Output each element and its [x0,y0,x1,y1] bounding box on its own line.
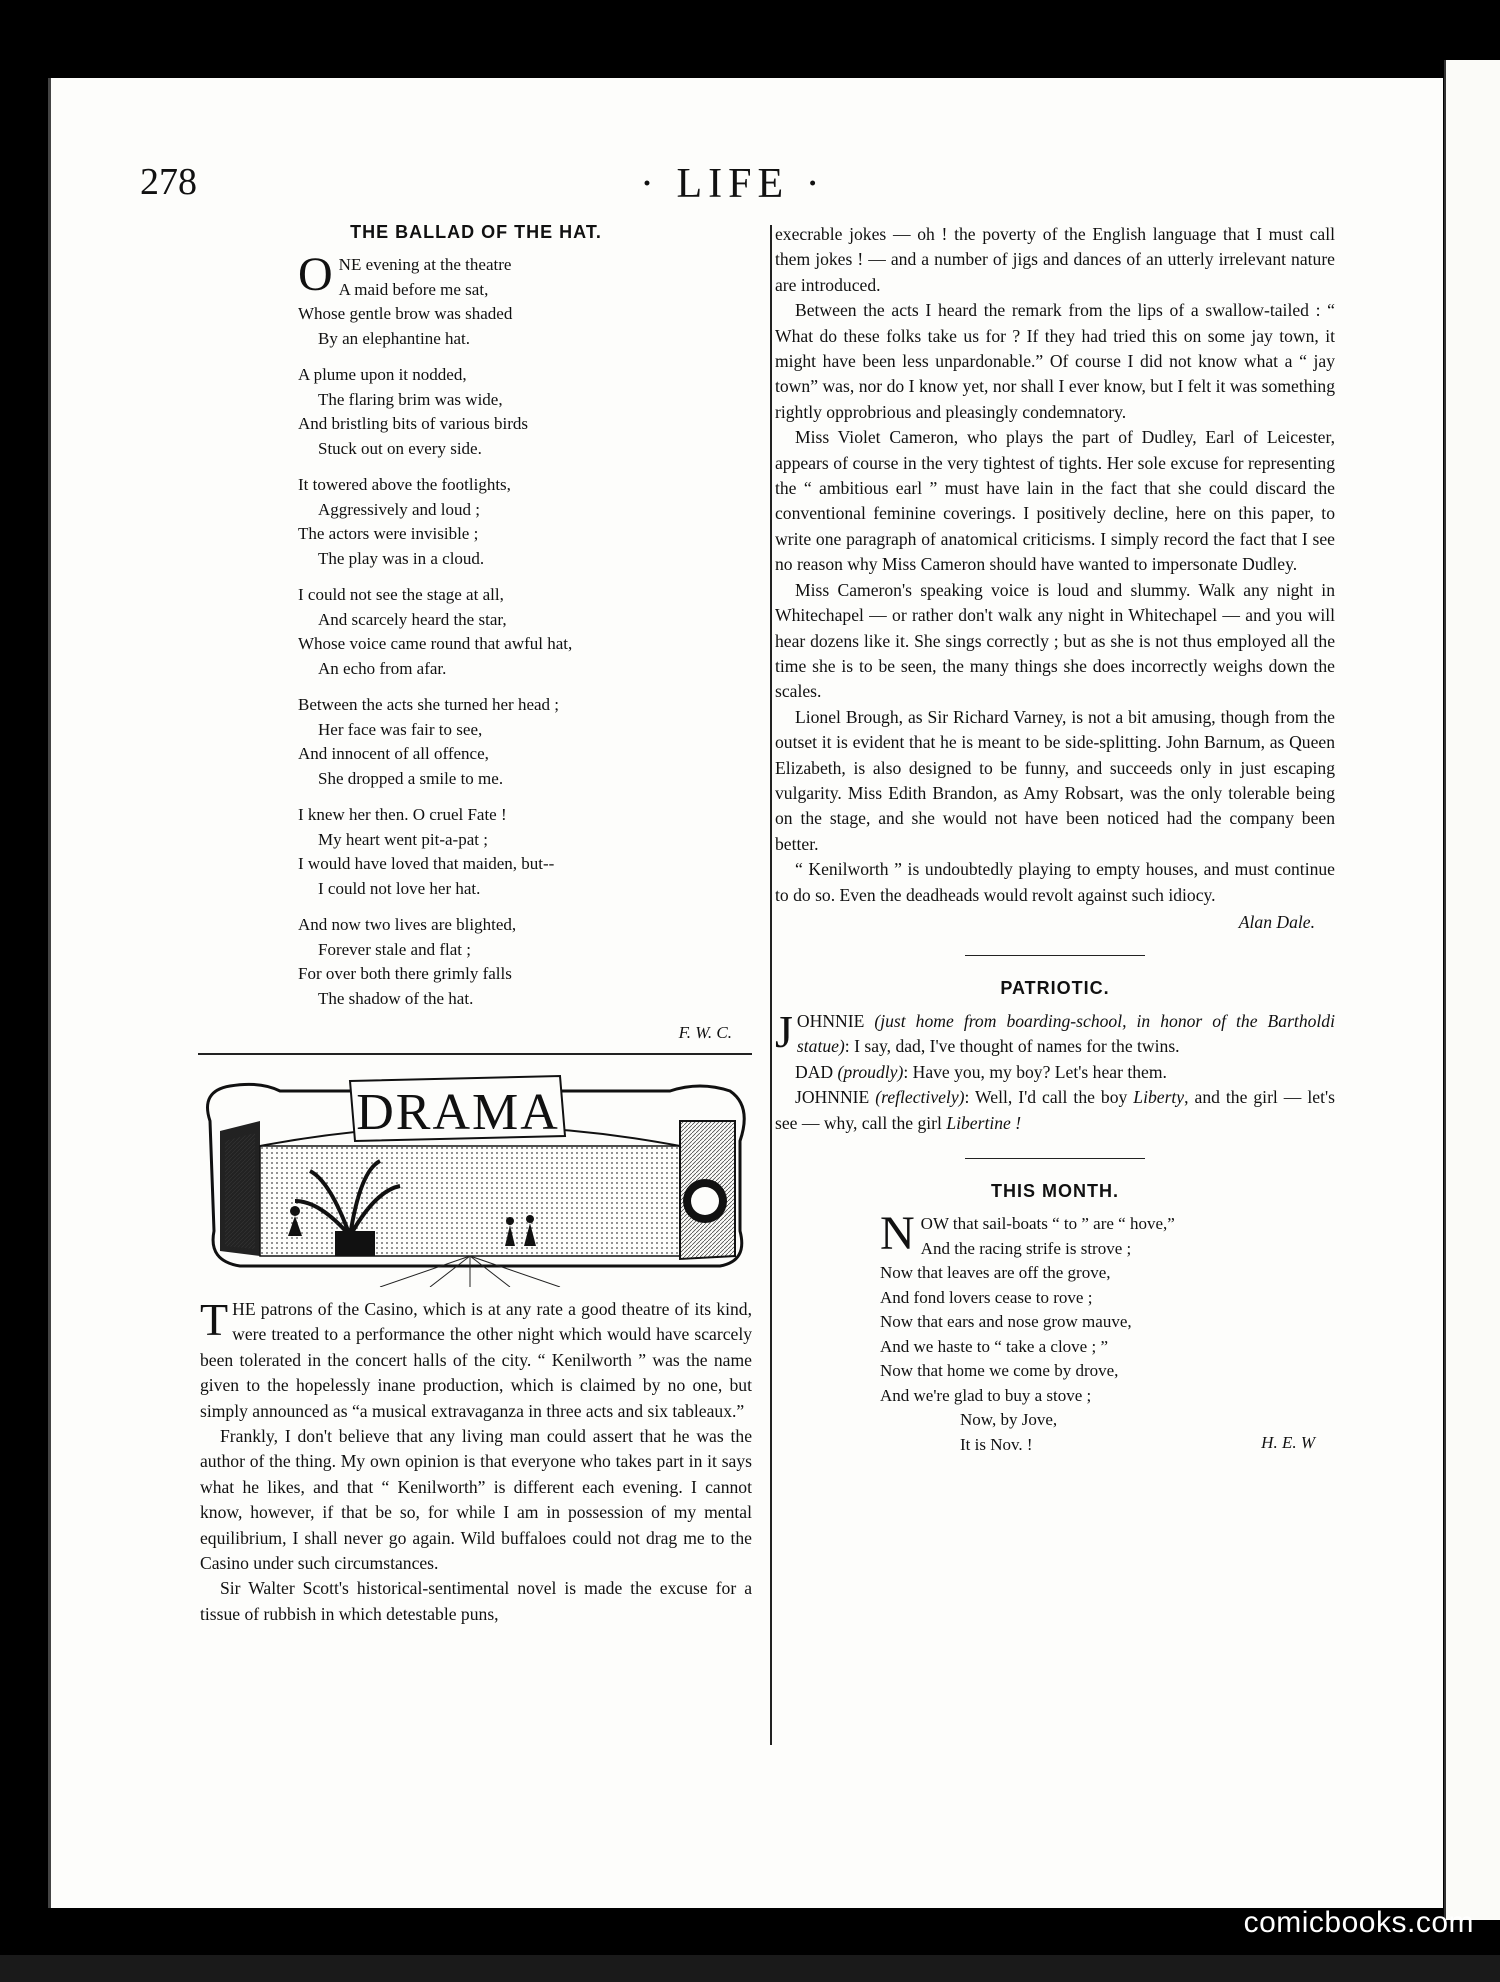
paragraph: Between the acts I heard the remark from the lips of a swallow-tailed : “ What do these folks take us for ? If they had tried this on some jay town, it might have been less unpardonable.” Of course I did not know what a “ jay town” was, nor do I know yet, nor shall I ever know, but I felt it was something rightly opprobrious and pleasingly condemnatory. [775,300,1335,422]
drama-review-right [775,222,1335,933]
poem-line: Whose gentle brow was shaded [298,304,513,323]
poem-line: And we haste to “ take a clove ; ” [880,1336,1108,1356]
dialogue-text: : Well, I'd call the boy [964,1087,1134,1108]
dialogue-text: : I say, dad, I've thought of names for the twins. [844,1036,1180,1057]
drama-review-left [200,1294,752,1627]
dialogue-emphasis: Liberty [1133,1087,1185,1108]
this-month-title: THIS MONTH. [991,1181,1119,1201]
page-number: 278 [140,161,197,203]
poem-line: I could not see the stage at all, [298,585,504,604]
poem-line: By an elephantine hat. [318,328,471,348]
speaker: JOHNNIE [795,1087,870,1108]
poem-line: It towered above the footlights, [298,475,511,494]
poem-signature: H. E. W [1261,1432,1315,1452]
poem-line: Whose voice came round that awful hat, [298,634,573,653]
stanza [200,693,752,791]
ballad-poem [200,248,752,1011]
left-column [200,222,752,1627]
ballad-title: THE BALLAD OF THE HAT. [350,222,602,242]
paragraph: execrable jokes — oh ! the poverty of the English language that I must call them jokes ! — and a number of jigs and dances of an utterly irrelevant nature are introduced. [775,224,1335,295]
stanza [200,913,752,1011]
dialogue-line [775,1085,1335,1136]
stanza [200,363,752,461]
paragraph: Frankly, I don't believe that any living man could assert that he was the author of the thing. My own opinion is that everyone who takes part in it says what he likes, and that “ Kenilworth” is different each evening. I cannot know, however, if that be so, for while I am in possession of my mental equilibrium, I shall never go again. Wild buffaloes could not drag me to the Casino under such circumstances. [200,1426,752,1574]
poem-line: The actors were invisible ; [298,524,479,543]
watermark: comicbooks.com [1243,1906,1474,1939]
stanza [200,583,752,681]
poem-line: The shadow of the hat. [318,988,474,1008]
poem-line: The play was in a cloud. [318,548,485,568]
stanza [200,248,752,351]
paragraph: Miss Cameron's speaking voice is loud and slummy. Walk any night in Whitechapel — or rather don't walk any night in Whitechapel — and you will hear dozens like it. She sings correctly ; but as she is not thus employed all the time she is to be seen, the many things she does incorrectly weighs down the scales. [775,579,1335,702]
paragraph [200,1294,752,1424]
drama-banner-illustration [200,1061,752,1287]
column-rule [770,225,772,1745]
stanza [200,803,752,901]
stage-direction: (reflectively) [875,1087,965,1108]
poem-line: NE evening at the theatre [338,255,512,274]
patriotic-title: PATRIOTIC. [1000,977,1110,998]
poem-line: My heart went pit-a-pat ; [318,829,488,849]
this-month-poem [775,1207,1335,1457]
stage-direction: (proudly) [837,1061,904,1082]
paragraph-text: HE patrons of the Casino, which is at any rate a good theatre of its kind, were treated to a performance the other night which would have scarcely been tolerated in the concert halls of the city. “ Kenilworth ” was the name given to the hopelessly inane production, which is claimed by no one, but simply announced as “a musical extravaganza in three acts and six tableaux.” [200,1299,752,1421]
poem-line: And bristling bits of various birds [298,414,528,433]
dropcap: N [880,1207,915,1260]
poem-line: Now that ears and nose grow mauve, [880,1312,1132,1331]
scan-bottom-edge [0,1955,1500,1982]
masthead: · LIFE · [640,161,826,207]
poem-line: Now that leaves are off the grove, [880,1263,1111,1282]
patriotic-dialogue [775,1005,1335,1136]
poem-line: A maid before me sat, [338,279,489,299]
poem-line: Between the acts she turned her head ; [298,695,560,714]
poem-line: And we're glad to buy a stove ; [880,1385,1092,1405]
dialogue-line [775,1005,1335,1060]
dialogue-text: , and the girl — let's see — why, call the girl [775,1087,1335,1133]
poem-line: I could not love her hat. [318,878,481,898]
dialogue-line [775,1060,1335,1085]
dialogue-text: : Have you, my boy? Let's hear them. [903,1061,1167,1082]
section-divider [965,955,1145,956]
poem-line: An echo from afar. [318,658,447,678]
stanza-group [200,363,752,1011]
poem-line: Stuck out on every side. [318,438,482,458]
dropcap: J [775,1005,793,1057]
poem-line: And innocent of all offence, [298,744,489,763]
poem-line: Now that home we come by drove, [880,1361,1119,1380]
facing-page-edge [1444,60,1500,1920]
right-column [775,222,1335,1469]
paragraph: “ Kenilworth ” is undoubtedly playing to empty houses, and must continue to do so. Even the deadheads would revolt against such idiocy. [775,859,1335,905]
banner-title: DRAMA [356,1084,560,1141]
section-divider [198,1053,752,1055]
poem-line: The flaring brim was wide, [318,389,503,409]
poem-line: And the racing strife is strove ; [920,1238,1132,1258]
paragraph: Sir Walter Scott's historical-sentimental novel is made the excuse for a tissue of rubbish in which detestable puns, [200,1578,752,1624]
speaker: OHNNIE [796,1010,865,1031]
poem-line: It is Nov. ! [960,1434,1033,1454]
poem-line: And now two lives are blighted, [298,915,517,934]
stanza [880,1207,1335,1457]
dialogue-emphasis: Libertine ! [946,1112,1022,1133]
poem-line: Now, by Jove, [960,1410,1058,1429]
ballad-signature: F. W. C. [678,1023,732,1042]
poem-line: Forever stale and flat ; [318,939,471,959]
poem-line: Her face was fair to see, [318,719,483,739]
poem-line: Aggressively and loud ; [318,499,480,519]
poem-line: A plume upon it nodded, [298,365,467,384]
stanza [200,473,752,571]
poem-line: And fond lovers cease to rove ; [880,1287,1093,1307]
paragraph: Lionel Brough, as Sir Richard Varney, is not a bit amusing, though from the outset it is evident that he is meant to be side-splitting. John Barnum, as Queen Elizabeth, is also designed to be funny, and succeeds only in just escaping vulgarity. Miss Edith Brandon, as Amy Robsart, was the only tolerable being on the stage, and she would not have been noticed had the company been better. [775,706,1335,854]
dropcap: O [298,248,333,301]
poem-line: For over both there grimly falls [298,964,512,983]
stage-direction: (just home from boarding-school, in honor of the Bartholdi statue) [796,1010,1335,1057]
speaker: DAD [795,1061,834,1082]
theatre-stage-illustration [200,1061,752,1287]
poem-line: And scarcely heard the star, [318,609,507,629]
section-divider [965,1158,1145,1159]
poem-line: OW that sail-boats “ to ” are “ hove,” [920,1214,1175,1233]
poem-line: She dropped a smile to me. [318,768,504,788]
poem-line: I would have loved that maiden, but-- [298,854,555,873]
poem-line: I knew her then. O cruel Fate ! [298,805,507,824]
review-signature: Alan Dale. [1238,911,1315,932]
dropcap: T [200,1294,229,1345]
paragraph: Miss Violet Cameron, who plays the part of Dudley, Earl of Leicester, appears of course in the very tightest of tights. Her sole excuse for representing the “ ambitious earl ” must have lain in the fact that she could discard the conventional feminine coverings. I positively decline, here on this paper, to write one paragraph of anatomical criticisms. I simply record the fact that I see no reason why Miss Cameron should have wanted to impersonate Dudley. [775,427,1335,575]
